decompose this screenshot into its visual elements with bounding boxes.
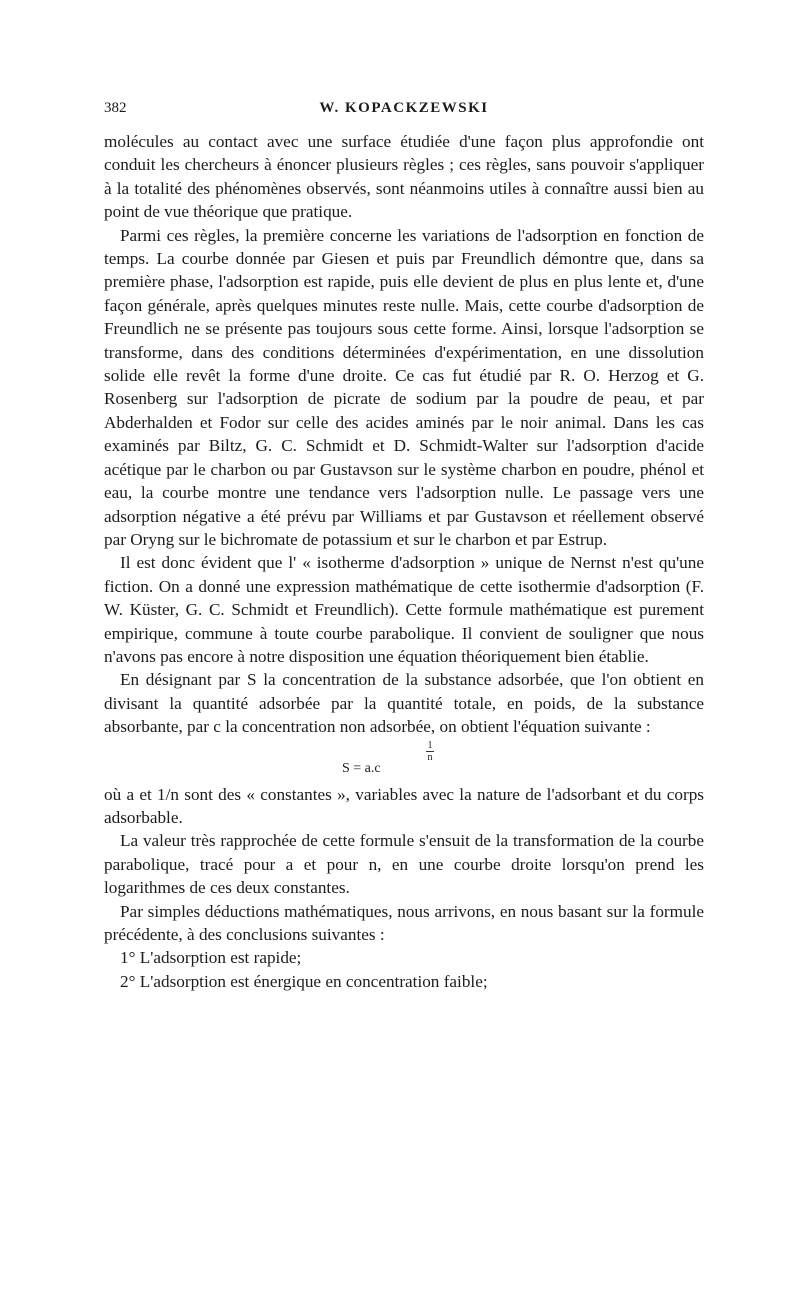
paragraph: Il est donc évident que l' « isotherme d'adsorption » unique de Nernst n'est qu'une fiction. On a donné une expression mathématique de cette isothermie d'adsorption (F. W. Küster, G. C. Schmidt et Freundlich). Cette formule mathématique est purement empirique, commune à toute courbe parabolique. Il convient de souligner que nous n'avons pas encore à notre disposition une équation théoriquement bien établie. xyxy=(104,553,704,666)
page-number: 382 xyxy=(104,100,127,116)
paragraph: La valeur très rapprochée de cette formule s'ensuit de la transformation de la courbe parabolique, tracé pour a et pour n, en une courbe droite lorsqu'on prend les logarithmes de ces deux constantes. xyxy=(104,831,704,898)
exponent-numerator: 1 xyxy=(427,739,433,751)
equation-exponent xyxy=(426,741,434,762)
running-head: W. KOPACKZEWSKI xyxy=(319,100,489,116)
paragraph: En désignant par S la concentration de la substance adsorbée, que l'on obtient en divisant la quantité adsorbée par la quantité totale, en poids, de la substance absorbante, par c la concentration non adsorbée, on obtient l'équation suivante : xyxy=(104,670,704,737)
paragraph: où a et 1/n sont des « constantes », variables avec la nature de l'adsorbant et du corps adsorbable. xyxy=(104,784,704,827)
paragraph: Par simples déductions mathématiques, nous arrivons, en nous basant sur la formule précédente, à des conclusions suivantes : xyxy=(104,901,704,944)
paragraph: Parmi ces règles, la première concerne les variations de l'adsorption en fonction de temps. La courbe donnée par Giesen et puis par Freundlich démontre que, dans sa première phase, l'adsorption est rapide, puis elle devient de plus en plus lente et, d'une façon générale, après quelques minutes reste nulle. Mais, cette courbe d'adsorption de Freundlich ne se présente pas toujours sous cette forme. Ainsi, lorsque l'adsorption se transforme, dans des conditions déterminées d'expérimentation, en une dissolution solide elle revêt la forme d'une droite. Ce cas fut étudié par R. O. Herzog et G. Rosenberg sur l'adsorption de picrate de sodium par la poudre de peau, et par Abderhalden et Fodor sur celle des acides aminés par le noir animal. Dans les cas examinés par Biltz, G. C. Schmidt et D. Schmidt-Walter sur l'adsorption d'acide acétique par le charbon ou par Gustavson sur le système charbon en poudre, phénol et eau, la courbe montre une tendance vers l'adsorption nulle. Le passage vers une adsorption négative a été prévu par Williams et par Gustavson et réellement observé par Oryng sur le bichromate de potassium et sur le charbon et par Estrup. xyxy=(104,225,704,549)
body-text xyxy=(104,130,704,993)
equation xyxy=(104,739,704,783)
list-item: 1° L'adsorption est rapide; xyxy=(120,948,302,968)
paragraph: molécules au contact avec une surface étudiée d'une façon plus approfondie ont conduit les chercheurs à énoncer plusieurs règles ; ces règles, sans pouvoir s'appliquer à la totalité des phénomènes observés, sont néanmoins utiles à connaître aussi bien au point de vue théorique que pratique. xyxy=(104,132,704,222)
equation-lhs: S = a.c xyxy=(342,760,381,776)
list-item: 2° L'adsorption est énergique en concentration faible; xyxy=(120,971,488,991)
page-header xyxy=(104,100,704,122)
exponent-denominator: n xyxy=(427,751,433,763)
